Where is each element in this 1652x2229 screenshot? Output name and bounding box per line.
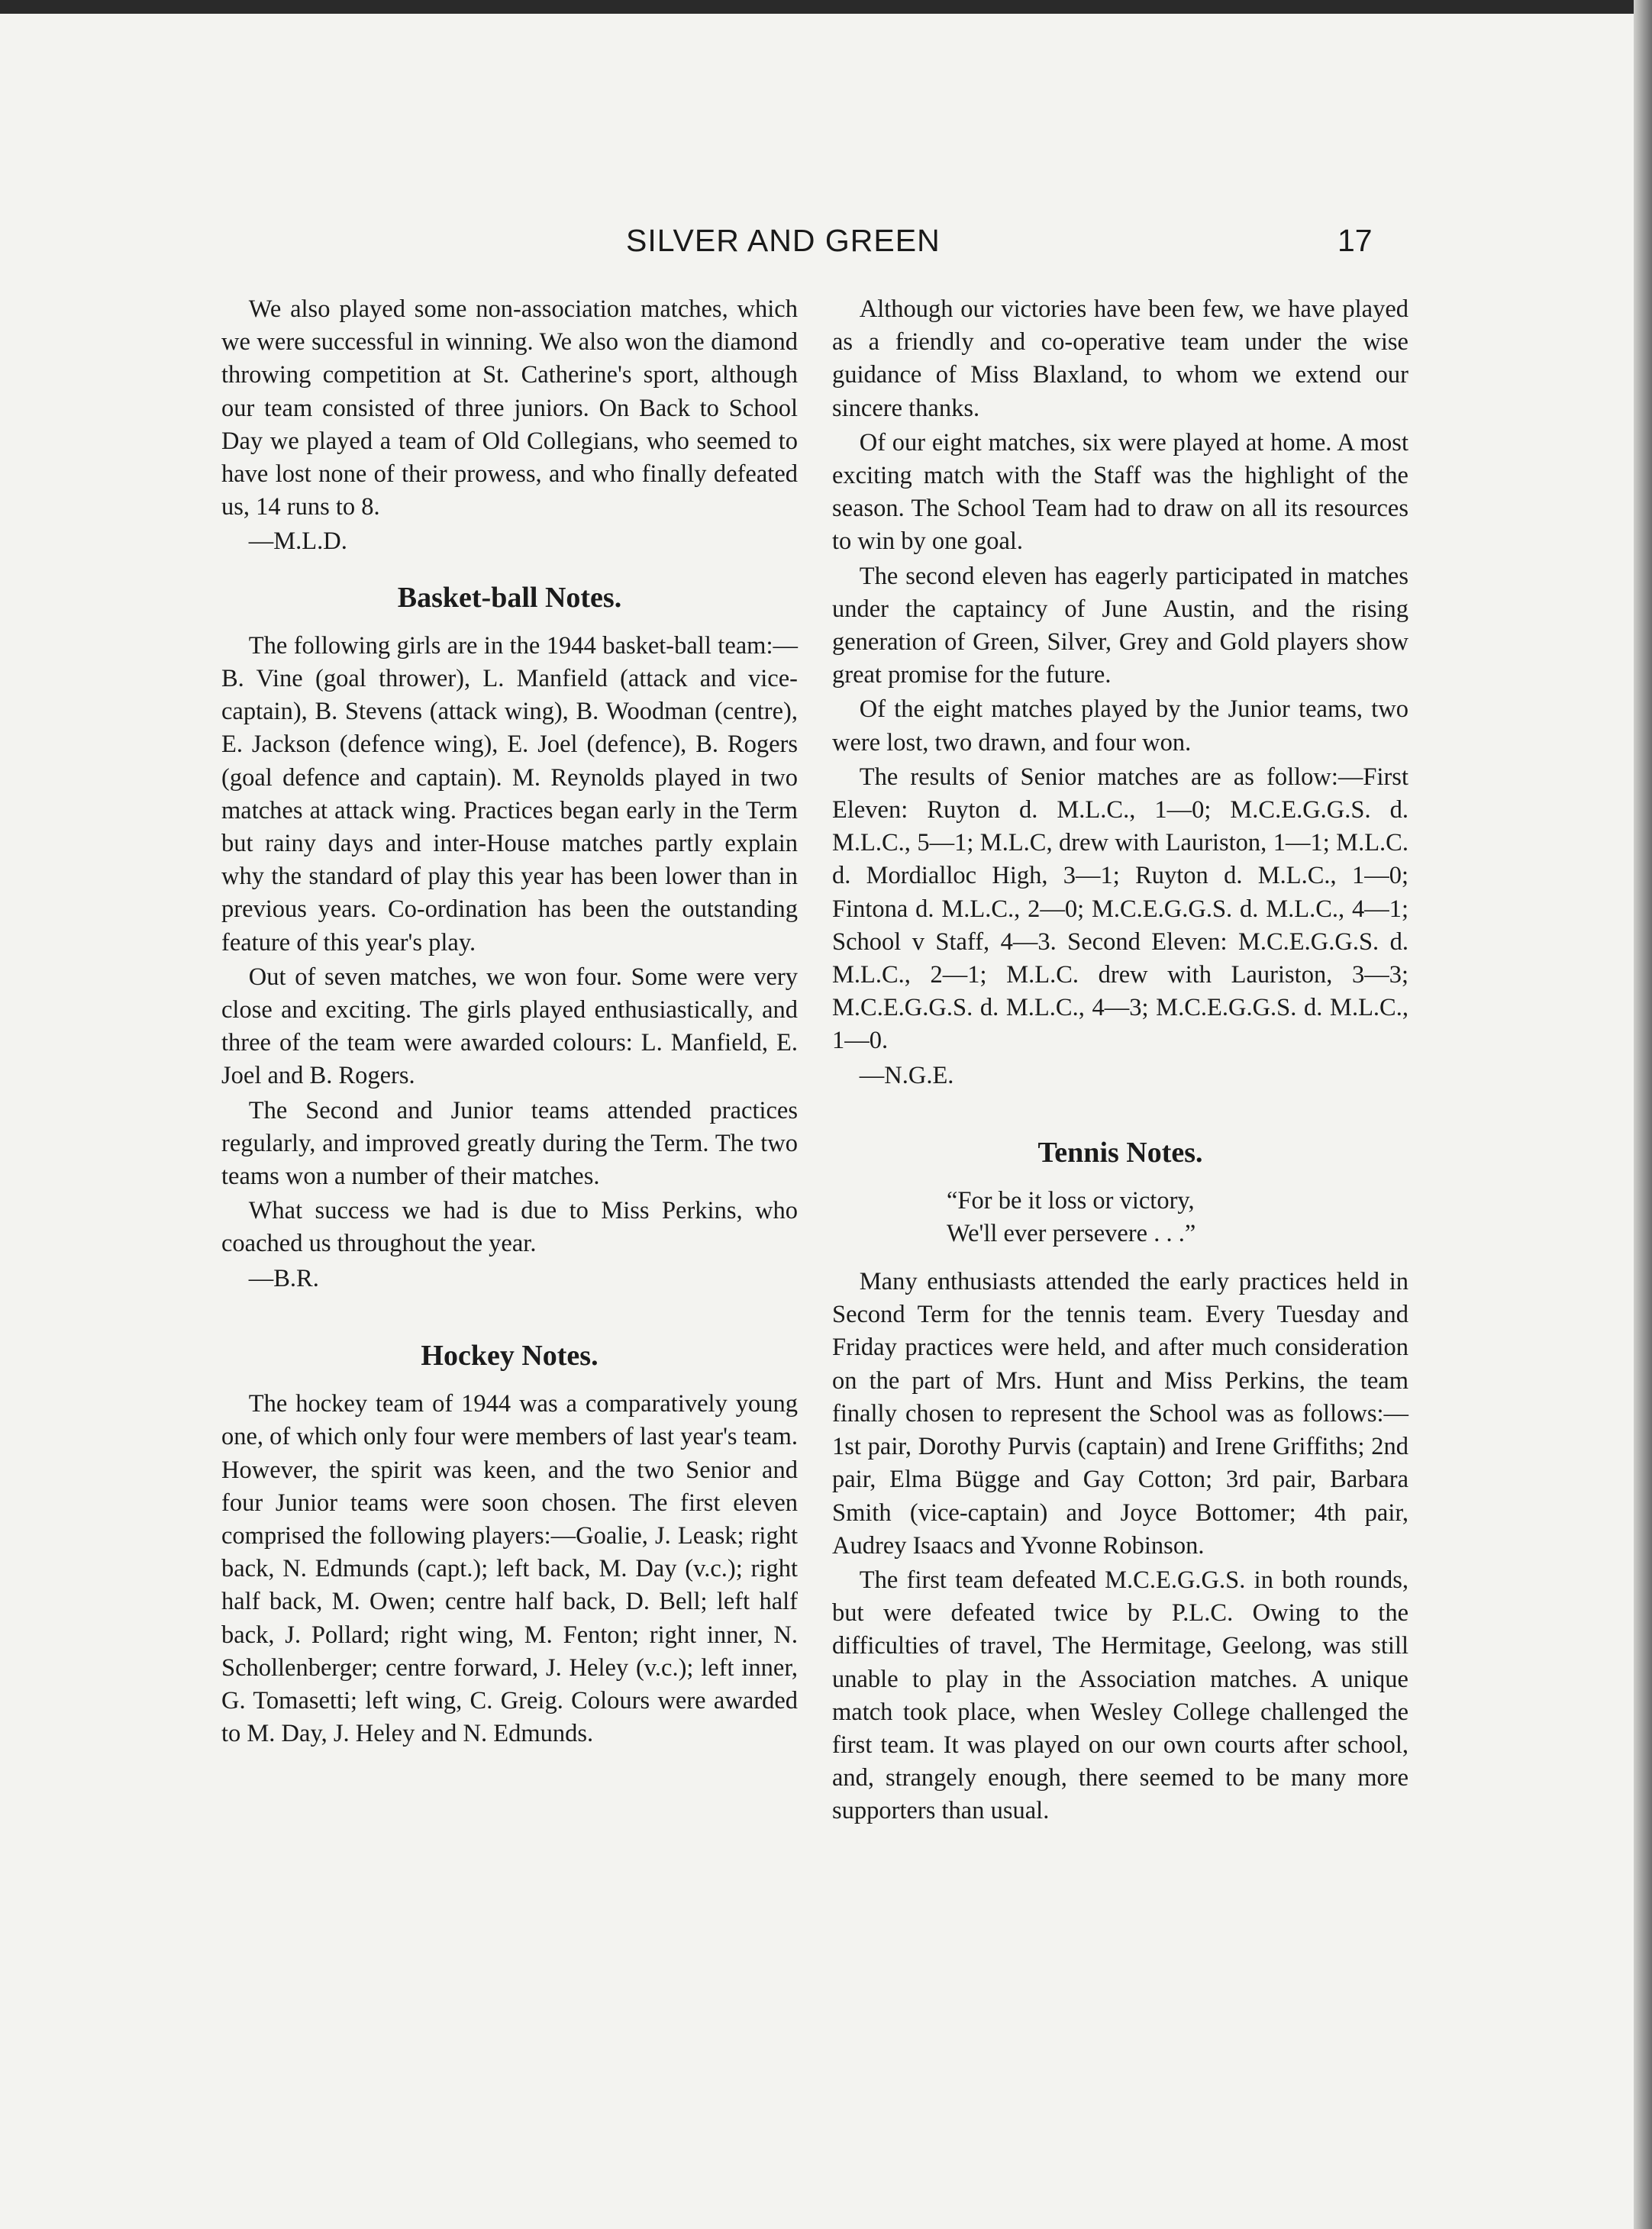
basketball-paragraph: Out of seven matches, we won four. Some were very close and exciting. The girls played enthusiastically, and three of the team were awarded colours: L. Manfield, E. Joel and B. Rogers. xyxy=(221,963,798,1090)
cricket-signature: —M.L.D. xyxy=(248,527,347,556)
hockey-paragraph: Although our victories have been few, we have played as a friendly and co-operative team under the wise guidance of Miss Blaxland, to whom we extend our sincere thanks. xyxy=(832,295,1408,422)
basketball-paragraph: The following girls are in the 1944 basket-ball team:—B. Vine (goal thrower), L. Manfield (attack and vice-captain), B. Stevens (attack wing), B. Woodman (centre), E. Jackson (defence wing), E. Joel (defence), B. Rogers (goal defence and captain). M. Reynolds played in two matches at attack wing. Practices began early in the Term but rainy days and inter-House matches partly explain why the standard of play this year has been lower than in previous years. Co-ordination has been the outstanding feature of this year's play. xyxy=(221,631,798,956)
verse-line: “For be it loss or victory, xyxy=(947,1187,1195,1215)
scan-top-edge xyxy=(0,0,1652,14)
tennis-paragraph: Many enthusiasts attended the early practices held in Second Term for the tennis team. Every Tuesday and Friday practices were held, and after much consideration on the part of Mrs. Hunt and Miss Perkins, the team finally chosen to represent the School was as follows:—1st pair, Dorothy Purvis (captain) and Irene Griffiths; 2nd pair, Elma Bügge and Gay Cotton; 3rd pair, Barbara Smith (vice-captain) and Joyce Bottomer; 4th pair, Audrey Isaacs and Yvonne Robinson. xyxy=(832,1268,1408,1560)
hockey-paragraph: Of our eight matches, six were played at home. A most exciting match with the Staff was the highlight of the season. The School Team had to draw on all its resources to win by one goal. xyxy=(832,428,1408,556)
page-number: 17 xyxy=(1337,223,1373,258)
tennis-heading: Tennis Notes. xyxy=(1037,1136,1203,1169)
scan-right-edge xyxy=(1634,0,1652,2229)
basketball-heading: Basket-ball Notes. xyxy=(397,581,622,614)
hockey-paragraph: Of the eight matches played by the Junior teams, two were lost, two drawn, and four won. xyxy=(832,695,1408,756)
right-column xyxy=(832,293,1408,1828)
hockey-heading: Hockey Notes. xyxy=(421,1339,599,1372)
basketball-paragraph: What success we had is due to Miss Perkins, who coached us throughout the year. xyxy=(221,1197,798,1258)
tennis-paragraph: The first team defeated M.C.E.G.G.S. in both rounds, but were defeated twice by P.L.C. Owing to the difficulties of travel, The Hermitage, Geelong, was still unable to play in the Association matches. A unique match took place, when Wesley College challenged the first team. It was played on our own courts after school, and, strangely enough, there seemed to be many more supporters than usual. xyxy=(832,1566,1408,1825)
hockey-signature: —N.G.E. xyxy=(859,1061,954,1089)
hockey-paragraph: The hockey team of 1944 was a comparatively young one, of which only four were members of last year's team. However, the spirit was keen, and the two Senior and four Junior teams were soon chosen. The first eleven comprised the following players:—Goalie, J. Leask; right back, N. Edmunds (capt.); left back, M. Day (v.c.); right half back, M. Owen; centre half back, D. Bell; left half back, J. Pollard; right wing, M. Fenton; right inner, N. Schollenberger; centre forward, J. Heley (v.c.); left inner, G. Tomasetti; left wing, C. Greig. Colours were awarded to M. Day, J. Heley and N. Edmunds. xyxy=(221,1390,798,1748)
verse-line: We'll ever persevere . . .” xyxy=(947,1220,1196,1248)
basketball-paragraph: The Second and Junior teams attended practices regularly, and improved greatly during the Term. The two teams won a number of their matches. xyxy=(221,1096,798,1191)
hockey-paragraph: The second eleven has eagerly participated in matches under the captaincy of June Austin, and the rising generation of Green, Silver, Grey and Gold players show great promise for the future. xyxy=(832,562,1408,689)
left-column xyxy=(221,293,798,1750)
cricket-paragraph: We also played some non-association matches, which we were successful in winning. We also won the diamond throwing competition at St. Catherine's sport, although our team consisted of three juniors. On Back to School Day we played a team of Old Collegians, who seemed to have lost none of their prowess, and who finally defeated us, 14 runs to 8. xyxy=(221,295,798,521)
running-header: SILVER AND GREEN xyxy=(626,223,941,258)
hockey-results-paragraph: The results of Senior matches are as follow:—First Eleven: Ruyton d. M.L.C., 1—0; M.C.E.G.G.S. d. M.L.C., 5—1; M.L.C, drew with Lauriston, 1—1; M.L.C. d. Mordialloc High, 3—1; Ruyton d. M.L.C., 1—0; Fintona d. M.L.C., 2—0; M.C.E.G.G.S. d. M.L.C., 4—1; School v Staff, 4—3. Second Eleven: M.C.E.G.G.S. d. M.L.C., 2—1; M.L.C. drew with Lauriston, 3—3; M.C.E.G.G.S. d. M.L.C., 4—3; M.C.E.G.G.S. d. M.L.C., 1—0. xyxy=(832,763,1408,1055)
tennis-verse xyxy=(947,1185,1408,1250)
basketball-signature: —B.R. xyxy=(248,1264,319,1292)
